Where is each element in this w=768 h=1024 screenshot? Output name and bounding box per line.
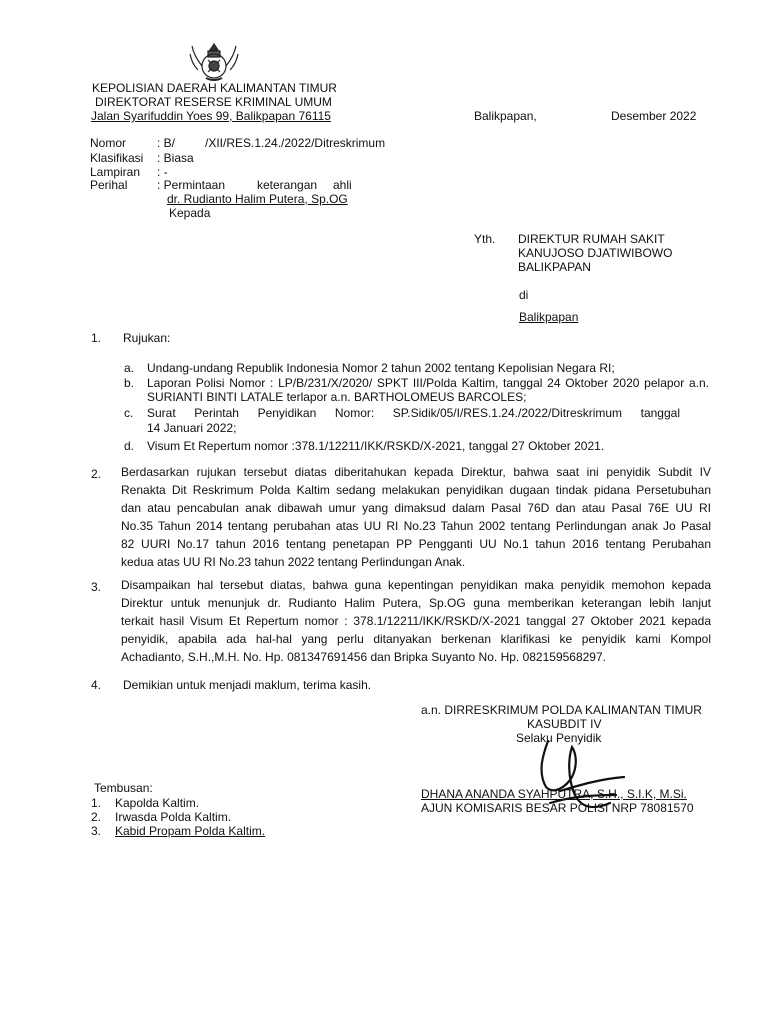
ref-a-letter: a. — [124, 361, 135, 375]
ref-a-text: Undang-undang Republik Indonesia Nomor 2 tahun 2002 tentang Kepolisian Negara RI; — [147, 361, 615, 375]
section-3-line: Disampaikan hal tersebut diatas, bahwa guna kepentingan penyidikan maka penyidik memohon kepada — [121, 578, 711, 592]
section-1-number: 1. — [91, 331, 102, 345]
ref-c-line2: 14 Januari 2022; — [147, 421, 237, 435]
perihal-word2: keterangan — [257, 178, 318, 192]
ref-d-text: Visum Et Repertum nomor :378.1/12211/IKK/RSKD/X-2021, tanggal 27 Oktober 2021. — [147, 439, 605, 453]
lampiran-label: Lampiran — [90, 165, 141, 179]
section-3-paragraph — [121, 576, 711, 666]
agency-name: KEPOLISIAN DAERAH KALIMANTAN TIMUR — [92, 81, 337, 95]
section-4-number: 4. — [91, 678, 102, 692]
recipient-city: Balikpapan — [519, 310, 579, 324]
section-2-line: Berdasarkan rujukan tersebut diatas diberitahukan kepada Direktur, bahwa saat ini penyidik Subdit IV — [121, 465, 711, 479]
perihal-kepada: Kepada — [169, 206, 211, 220]
letter-date: Desember 2022 — [611, 109, 697, 123]
signature-on-behalf: a.n. DIRRESKRIMUM POLDA KALIMANTAN TIMUR — [421, 703, 702, 717]
section-2-line: Renakta Dit Reskrimum Polda Kaltim sedang melakukan penyidikan dugaan tindak pidana Persetubuhan — [121, 483, 711, 497]
perihal-label: Perihal — [90, 178, 128, 192]
perihal-expert-name: dr. Rudianto Halim Putera, Sp.OG — [167, 192, 348, 206]
cc-number: 2. — [91, 810, 102, 824]
cc-number: 3. — [91, 824, 102, 838]
section-3-line: Achadianto, S.H.,M.H. No. Hp. 081347691456 dan Bripka Suyanto No. Hp. 082159568297. — [121, 650, 606, 664]
letter-place: Balikpapan, — [474, 109, 537, 123]
section-3-line: Direktur untuk menunjuk dr. Rudianto Halim Putera, Sp.OG guna memberikan keterangan lebih lanjut — [121, 596, 711, 610]
ref-c-line1: Surat Perintah Penyidikan Nomor: SP.Sidik/05/I/RES.1.24./2022/Ditreskrimum tanggal — [147, 406, 680, 420]
section-2-line: No.35 Tahun 2014 tentang perubahan atas UU RI No.23 Tahun 2002 tentang Perlindungan anak Jo Pasal — [121, 519, 711, 533]
lampiran-value: : - — [157, 165, 168, 179]
klasifikasi-value: : Biasa — [157, 151, 194, 165]
ref-c-letter: c. — [124, 406, 134, 420]
recipient-di: di — [519, 288, 529, 302]
section-3-number: 3. — [91, 580, 102, 594]
nomor-value: : B/ /XII/RES.1.24./2022/Ditreskrimum — [157, 136, 386, 150]
agency-address: Jalan Syarifuddin Yoes 99, Balikpapan 76115 — [91, 109, 331, 123]
recipient-line2: KANUJOSO DJATIWIBOWO — [518, 246, 673, 260]
cc-title: Tembusan: — [94, 781, 153, 795]
section-1-title: Rujukan: — [123, 331, 171, 345]
ref-d-letter: d. — [124, 439, 135, 453]
recipient-line1: DIREKTUR RUMAH SAKIT — [518, 232, 665, 246]
police-emblem-icon — [188, 40, 240, 82]
ref-b-letter: b. — [124, 376, 135, 390]
nomor-label: Nomor — [90, 136, 127, 150]
section-3-line: terkait hasil Visum Et Repertum nomor : 378.1/12211/IKK/RSKD/X-2021 tanggal 27 Oktober 2021 kepada — [121, 614, 711, 628]
signature-position: KASUBDIT IV — [527, 717, 602, 731]
yth-label: Yth. — [474, 232, 496, 246]
signatory-rank: AJUN KOMISARIS BESAR POLISI NRP 78081570 — [421, 801, 694, 815]
klasifikasi-label: Klasifikasi — [90, 151, 144, 165]
section-2-paragraph — [121, 463, 711, 571]
section-2-line: dan atau pencabulan anak dibawah umur yang dimaksud dalam Pasal 76D dan atau Pasal 76E UU RI — [121, 501, 711, 515]
section-2-line: kedua atas UU RI No.23 tahun 2022 tentang Perlindungan Anak. — [121, 555, 466, 569]
cc-item: Kapolda Kaltim. — [115, 796, 200, 810]
signatory-name: DHANA ANANDA SYAHPUTRA, S.H., S.I.K, M.Si. — [421, 787, 687, 801]
section-2-number: 2. — [91, 467, 102, 481]
section-2-line: 82 UURI No.17 tahun 2016 tentang penetapan PP Pengganti UU No.1 tahun 2016 tentang Perubahan — [121, 537, 711, 551]
recipient-line3: BALIKPAPAN — [518, 260, 591, 274]
directorate-name: DIREKTORAT RESERSE KRIMINAL UMUM — [95, 95, 332, 109]
cc-item: Kabid Propam Polda Kaltim. — [115, 824, 266, 838]
section-3-line: penyidik, apabila ada hal-hal yang perlu ditanyakan berkenan klarifikasi ke penyidik kami Kompol — [121, 632, 711, 646]
cc-item: Irwasda Polda Kaltim. — [115, 810, 232, 824]
signature-role: Selaku Penyidik — [516, 731, 602, 745]
cc-number: 1. — [91, 796, 102, 810]
ref-b-line1: Laporan Polisi Nomor : LP/B/231/X/2020/ SPKT III/Polda Kaltim, tanggal 24 Oktober 2020 pelapor a.n. — [147, 376, 709, 390]
perihal-word3: ahli — [333, 178, 352, 192]
perihal-word1: : Permintaan — [157, 178, 226, 192]
section-4-text: Demikian untuk menjadi maklum, terima kasih. — [123, 678, 372, 692]
ref-b-line2: SURIANTI BINTI LATALE terlapor a.n. BARTHOLOMEUS BARCOLES; — [147, 390, 527, 404]
